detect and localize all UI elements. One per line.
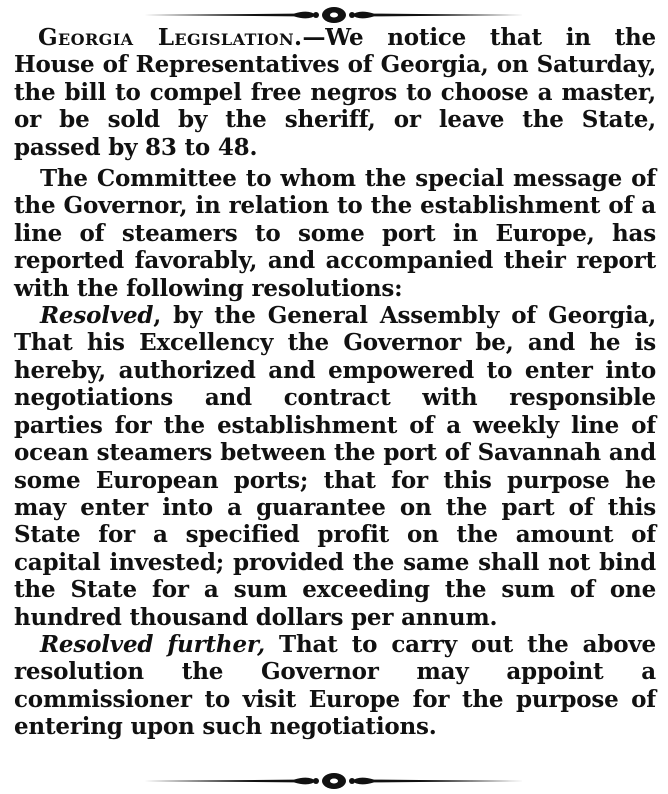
ornamental-rule-icon [144,770,524,792]
resolution-1-lead: Resolved [40,302,154,330]
resolution-2-body: That to carry out the above resolution the Governor may appoint a commissioner to visit Europe for the purpose of entering upon such negotiations. [14,630,656,741]
resolution-1 [14,302,656,631]
resolution-2 [14,631,656,741]
ornamental-rule-icon [144,4,524,26]
resolution-1-body: , by the General Assembly of Georgia, That his Excellency the Governor be, and he is hereby, authorized and empowered to enter into negotiations and contract with responsible parties for the establishment of a weekly line of ocean steamers between the port of Savannah and some European ports; that for this purpose he may enter into a guarantee on the part of this State for a specified profit on the amount of capital invested; provided the same shall not bind the State for a sum exceeding the sum of one hundred thousand dollars per annum. [14,302,656,631]
headline: Georgia Legislation. [38,24,303,51]
article-column [14,24,656,741]
headline-dash: — [302,24,326,51]
paragraph-2: The Committee to whom the special message of the Governor, in relation to the establishment of a line of steamers to some port in Europe, has reported favorably, and accompanied their report with the following resolutions: [14,165,656,302]
resolution-2-lead: Resolved further, [40,630,265,658]
paragraph-1-body: We notice that in the House of Representatives of Georgia, on Saturday, the bill to compel free negros to choose a master, or be sold by the sheriff, or leave the State, passed by 83 to 48. [14,24,656,161]
paragraph-1 [14,24,656,161]
